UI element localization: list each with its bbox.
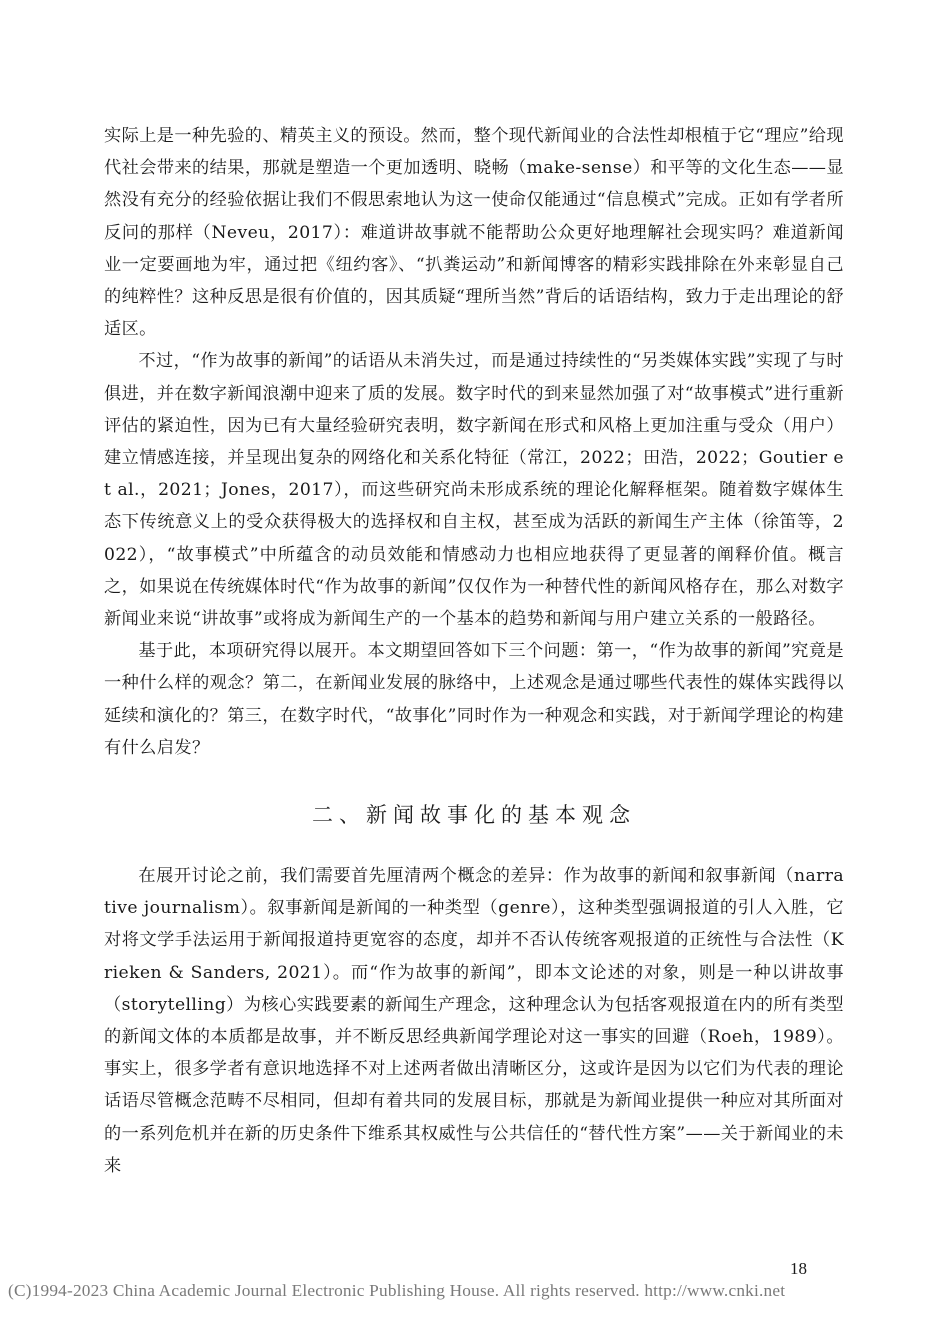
paragraph-digital-news-discourse: 不过，“作为故事的新闻”的话语从未消失过，而是通过持续性的“另类媒体实践”实现了与时俱进，并在数字新闻浪潮中迎来了质的发展。数字时代的到来显然加强了对“故事模式”进行重新评估的紧迫性，因为已有大量经验研究表明，数字新闻在形式和风格上更加注重与受众（用户）建立情感连接，并呈现出复杂的网络化和关系化特征（常江，2022；田浩，2022；Goutier et al.，2021；Jones，2017），而这些研究尚未形成系统的理论化解释框架。随着数字媒体生态下传统意义上的受众获得极大的选择权和自主权，甚至成为活跃的新闻生产主体（徐笛等，2022），“故事模式”中所蕴含的动员效能和情感动力也相应地获得了更显著的阐释价值。概言之，如果说在传统媒体时代“作为故事的新闻”仅仅作为一种替代性的新闻风格存在，那么对数字新闻业来说“讲故事”或将成为新闻生产的一个基本的趋势和新闻与用户建立关系的一般路径。 [104, 351, 844, 630]
paragraph-narrative-journalism: 在展开讨论之前，我们需要首先厘清两个概念的差异：作为故事的新闻和叙事新闻（narrative journalism）。叙事新闻是新闻的一种类型（genre），这种类型强调报道的引人入胜，它对将文学手法运用于新闻报道持更宽容的态度，却并不否认传统客观报道的正统性与合法性（Krieken & Sanders, 2021）。而“作为故事的新闻”，即本文论述的对象，则是一种以讲故事（storytelling）为核心实践要素的新闻生产理念，这种理念认为包括客观报道在内的所有类型的新闻文体的本质都是故事，并不断反思经典新闻学理论对这一事实的回避（Roeh，1989）。事实上，很多学者有意识地选择不对上述两者做出清晰区分，这或许是因为以它们为代表的理论话语尽管概念范畴不尽相同，但却有着共同的发展目标，那就是为新闻业提供一种应对其所面对的一系列危机并在新的历史条件下维系其权威性与公共信任的“替代性方案”——关于新闻业的未来 [104, 866, 844, 1176]
article-body [104, 120, 844, 1182]
section-heading: 二、新闻故事化的基本观念 [312, 803, 636, 828]
copyright-footer: (C)1994-2023 China Academic Journal Electronic Publishing House. All rights reserved. http://www.cnki.net [8, 1281, 786, 1300]
page-number: 18 [790, 1259, 807, 1278]
paragraph-research-questions: 基于此，本项研究得以展开。本文期望回答如下三个问题：第一，“作为故事的新闻”究竟是一种什么样的观念？第二，在新闻业发展的脉络中，上述观念是通过哪些代表性的媒体实践得以延续和演化的？第三，在数字时代，“故事化”同时作为一种观念和实践，对于新闻学理论的构建有什么启发？ [104, 641, 844, 758]
paragraph-continuation: 实际上是一种先验的、精英主义的预设。然而，整个现代新闻业的合法性却根植于它“理应”给现代社会带来的结果，那就是塑造一个更加透明、晓畅（make-sense）和平等的文化生态——显然没有充分的经验依据让我们不假思索地认为这一使命仅能通过“信息模式”完成。正如有学者所反问的那样（Neveu，2017）：难道讲故事就不能帮助公众更好地理解社会现实吗？难道新闻业一定要画地为牢，通过把《纽约客》、“扒粪运动”和新闻博客的精彩实践排除在外来彰显自己的纯粹性？这种反思是很有价值的，因其质疑“理所当然”背后的话语结构，致力于走出理论的舒适区。 [104, 126, 844, 340]
